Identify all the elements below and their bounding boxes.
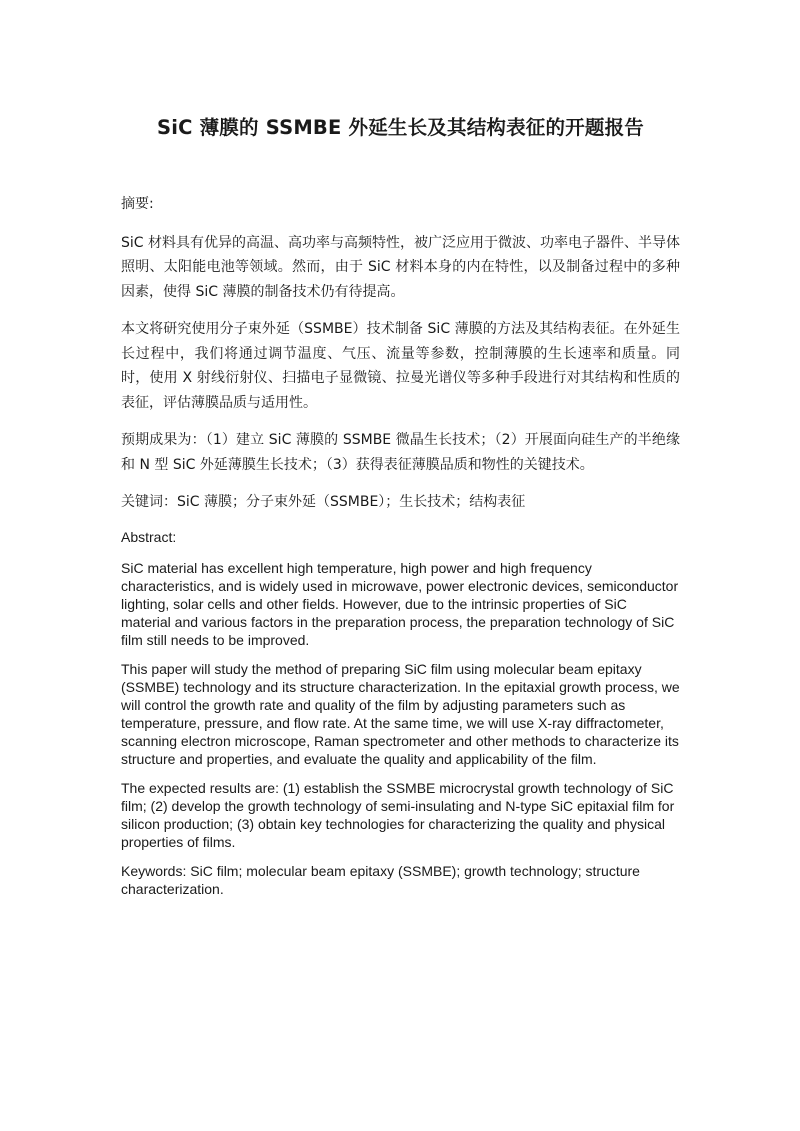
zh-paragraph-3: 预期成果为：（1）建立 SiC 薄膜的 SSMBE 微晶生长技术；（2）开展面向硅生产的半绝缘和 N 型 SiC 外延薄膜生长技术；（3）获得表征薄膜品质和物性的关键技术。 xyxy=(121,432,680,473)
zh-keywords: 关键词：SiC 薄膜；分子束外延（SSMBE）；生长技术；结构表征 xyxy=(121,494,526,510)
en-keywords: Keywords: SiC film; molecular beam epitaxy (SSMBE); growth technology; structure characterization. xyxy=(121,862,640,897)
en-paragraph-2: This paper will study the method of preparing SiC film using molecular beam epitaxy (SSMBE) technology and its structure characterization. In the epitaxial growth process, we will control the growth rate and quality of the film by adjusting parameters such as temperature, pressure, and flow rate. At the same time, we will use X-ray diffractometer, scanning electron microscope, Raman spectrometer and other methods to characterize its structure and properties, and evaluate the quality and applicability of the film. xyxy=(121,660,680,767)
zh-paragraph-2: 本文将研究使用分子束外延（SSMBE）技术制备 SiC 薄膜的方法及其结构表征。在外延生长过程中，我们将通过调节温度、气压、流量等参数，控制薄膜的生长速率和质量。同时，使用 X 射线衍射仪、扫描电子显微镜、拉曼光谱仪等多种手段进行对其结构和性质的表征，评估薄膜品质与适用性。 xyxy=(121,321,680,411)
document-title: SiC 薄膜的 SSMBE 外延生长及其结构表征的开题报告 xyxy=(156,116,644,139)
zh-abstract-label: 摘要: xyxy=(121,196,154,212)
en-paragraph-3: The expected results are: (1) establish the SSMBE microcrystal growth technology of SiC film; (2) develop the growth technology of semi-insulating and N-type SiC epitaxial film for silicon production; (3) obtain key technologies for characterizing the quality and physical properties of films. xyxy=(121,779,675,850)
en-abstract-label: Abstract: xyxy=(121,528,177,545)
en-paragraph-1: SiC material has excellent high temperature, high power and high frequency characteristics, and is widely used in microwave, power electronic devices, semiconductor lighting, solar cells and other fields. However, due to the intrinsic properties of SiC material and various factors in the preparation process, the preparation technology of SiC film still needs to be improved. xyxy=(121,559,679,648)
zh-paragraph-1: SiC 材料具有优异的高温、高功率与高频特性，被广泛应用于微波、功率电子器件、半导体照明、太阳能电池等领域。然而，由于 SiC 材料本身的内在特性，以及制备过程中的多种因素，使得 SiC 薄膜的制备技术仍有待提高。 xyxy=(121,234,680,300)
